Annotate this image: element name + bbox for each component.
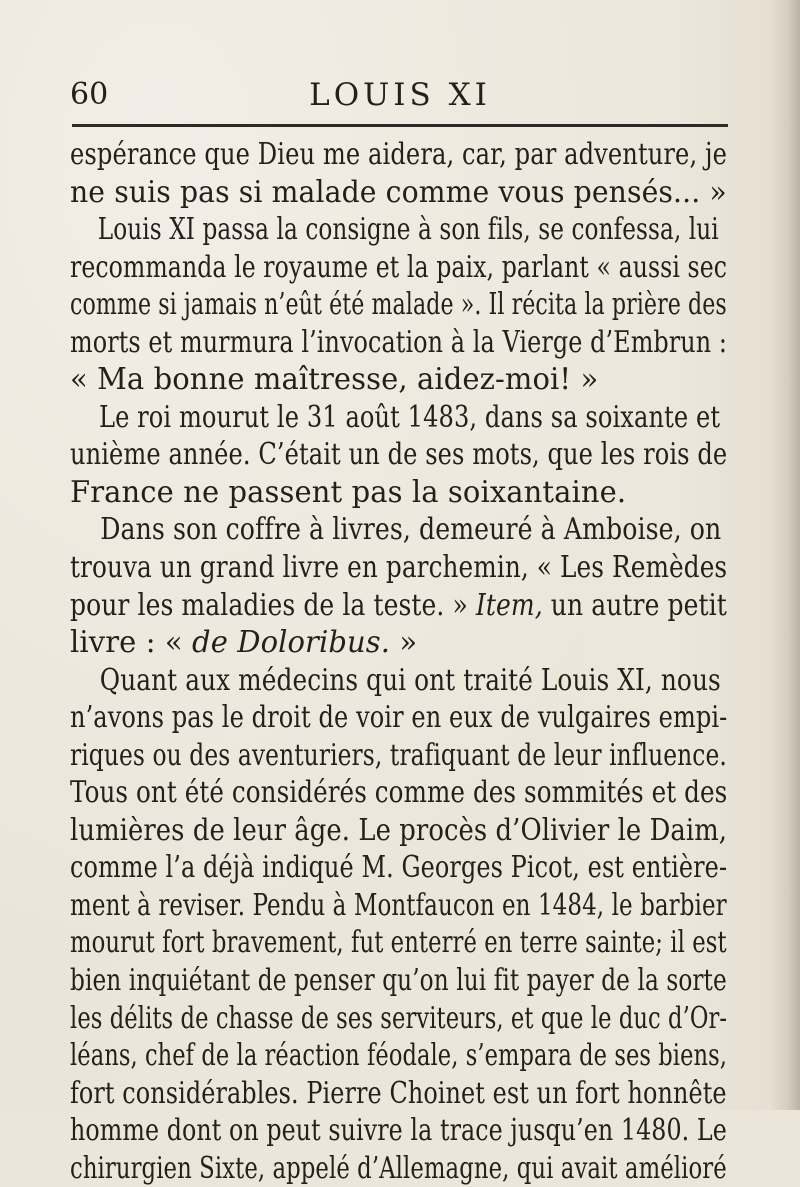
text-line: « Ma bonne maîtresse, aidez-moi! » bbox=[70, 362, 599, 398]
text-segment: livre : « bbox=[70, 625, 183, 661]
page-number: 60 bbox=[70, 77, 109, 112]
header-rule bbox=[72, 124, 728, 127]
text-line: France ne passent pas la soixantaine. bbox=[70, 474, 627, 510]
text-line: recommanda le royaume et la paix, parlant « aussi sec bbox=[70, 249, 728, 285]
text-line: Louis XI passa la consigne à son fils, se confessa, lui bbox=[97, 212, 719, 248]
text-line: homme dont on peut suivre la trace jusqu’en 1480. Le bbox=[70, 1113, 727, 1149]
italic-word: Item, bbox=[475, 587, 543, 623]
text-line: léans, chef de la réaction féodale, s’empara de ses biens, bbox=[70, 1038, 727, 1074]
text-line: les délits de chasse de ses serviteurs, et que le duc d’Or- bbox=[70, 1000, 728, 1036]
text-line: Dans son coffre à livres, demeuré à Amboise, on bbox=[100, 512, 722, 548]
text-line: lumières de leur âge. Le procès d’Olivier le Daim, bbox=[70, 812, 728, 848]
text-line: Le roi mourut le 31 août 1483, dans sa soixante et bbox=[98, 399, 721, 435]
page-edge-shadow bbox=[770, 0, 800, 1110]
text-line: espérance que Dieu me aidera, car, par adventure, je bbox=[70, 137, 727, 172]
text-line: mourut fort bravement, fut enterré en terre sainte; il est bbox=[70, 925, 727, 961]
text-line: ment à reviser. Pendu à Montfaucon en 1484, le barbier bbox=[70, 887, 727, 923]
text-line: comme si jamais n’eût été malade ». Il récita la prière des bbox=[70, 287, 727, 323]
text-line bbox=[70, 624, 727, 662]
text-line: unième année. C’était un de ses mots, que les rois de bbox=[70, 437, 728, 473]
text-line: morts et murmura l’invocation à la Vierge d’Embrun : bbox=[70, 324, 728, 360]
text-line: chirurgien Sixte, appelé d’Allemagne, qui avait amélioré bbox=[70, 1150, 727, 1186]
text-line: trouva un grand livre en parchemin, « Les Remèdes bbox=[70, 550, 728, 586]
text-line: Tous ont été considérés comme des sommités et des bbox=[70, 775, 728, 811]
italic-title: de Doloribus. bbox=[192, 625, 391, 661]
text-line: bien inquiétant de penser qu’on lui fit payer de la sorte bbox=[70, 963, 727, 999]
body-text bbox=[70, 136, 750, 1187]
running-title: LOUIS XI bbox=[309, 77, 491, 113]
text-line: riques ou des aventuriers, trafiquant de leur influence. bbox=[70, 737, 727, 773]
text-line bbox=[70, 587, 727, 625]
text-line: Quant aux médecins qui ont traité Louis XI, nous bbox=[99, 662, 721, 698]
text-line: ne suis pas si malade comme vous pensés... » bbox=[70, 174, 727, 210]
text-line: comme l’a déjà indiqué M. Georges Picot, est entière- bbox=[70, 850, 728, 886]
text-line: n’avons pas le droit de voir en eux de vulgaires empi- bbox=[70, 700, 728, 736]
text-segment: » bbox=[399, 625, 418, 661]
text-segment: un autre petit bbox=[550, 587, 727, 623]
text-segment: pour les maladies de la teste. » bbox=[70, 587, 468, 623]
text-line: fort considérables. Pierre Choinet est un fort honnête bbox=[70, 1075, 727, 1111]
page-header bbox=[70, 76, 730, 116]
